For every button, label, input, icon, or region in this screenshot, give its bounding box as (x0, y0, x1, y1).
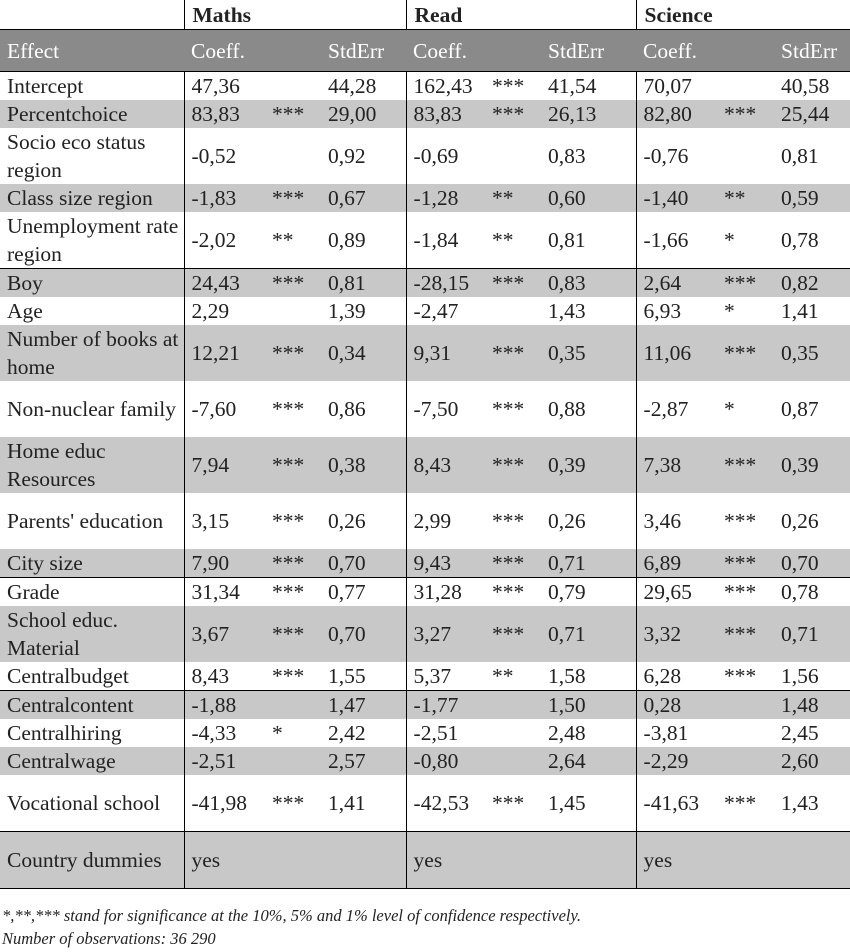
significance-cell: * (724, 299, 735, 323)
coeff-cell: -28,15 (406, 269, 486, 298)
significance-cell: *** (266, 184, 321, 212)
column-header-row (0, 30, 850, 72)
table-row (0, 72, 850, 101)
stderr-cell: 1,48 (774, 691, 850, 720)
stderr-cell: 0,77 (321, 578, 406, 607)
stderr-cell: 2,48 (548, 721, 586, 745)
table-row (0, 493, 850, 549)
coeff-cell: 5,37 (406, 662, 486, 691)
stderr-cell: 2,60 (774, 747, 850, 775)
significance-cell: *** (272, 509, 305, 533)
coeff-cell: 8,43 (184, 662, 266, 691)
significance-cell: *** (266, 437, 321, 493)
significance-cell: *** (492, 74, 525, 98)
stderr-cell: 0,60 (541, 184, 636, 212)
stderr-cell: 1,56 (781, 664, 819, 688)
coeff-cell: 7,90 (184, 549, 266, 578)
table-row (0, 381, 850, 437)
coeff-cell: 2,99 (406, 493, 486, 549)
coeff-header: Coeff. (406, 30, 486, 72)
stderr-cell: 1,41 (781, 299, 819, 323)
significance-cell: * (272, 721, 283, 745)
coeff-cell: 47,36 (184, 72, 266, 101)
coeff-cell: 3,46 (636, 493, 718, 549)
table-row (0, 606, 850, 662)
significance-cell: *** (724, 509, 757, 533)
country-dummies-row (0, 832, 850, 889)
significance-cell: *** (486, 578, 541, 607)
stderr-cell: 0,83 (548, 144, 586, 168)
stderr-cell: 0,92 (328, 144, 366, 168)
significance-cell (266, 297, 321, 325)
coeff-cell: -2,51 (406, 719, 486, 747)
stderr-cell: 0,71 (541, 606, 636, 662)
stderr-cell: 0,38 (321, 437, 406, 493)
significance-cell: *** (718, 325, 774, 381)
coeff-cell: 6,93 (636, 297, 718, 325)
coeff-cell: 0,28 (636, 691, 718, 720)
coeff-cell: 83,83 (406, 100, 486, 128)
table-row (0, 269, 850, 298)
significance-cell (266, 747, 321, 775)
significance-cell: *** (492, 791, 525, 815)
coeff-cell: 8,43 (406, 437, 486, 493)
significance-cell: *** (492, 397, 525, 421)
coeff-cell: 24,43 (184, 269, 266, 298)
stderr-cell: 0,35 (541, 325, 636, 381)
stderr-header: StdErr (774, 30, 850, 72)
significance-cell: *** (486, 100, 541, 128)
stderr-cell: 0,35 (774, 325, 850, 381)
effect-label: Percentchoice (0, 100, 184, 128)
effect-label: Boy (0, 269, 184, 298)
coeff-header: Coeff. (184, 30, 266, 72)
coeff-cell: 82,80 (636, 100, 718, 128)
stderr-cell: 1,39 (328, 299, 366, 323)
stderr-cell: 0,26 (781, 509, 819, 533)
coeff-cell: -0,69 (406, 128, 486, 184)
stderr-cell: 1,50 (541, 691, 636, 720)
stderr-cell: 1,43 (781, 791, 819, 815)
stderr-cell: 1,55 (328, 664, 366, 688)
table-row (0, 184, 850, 212)
coeff-cell: -1,40 (636, 184, 718, 212)
coeff-cell: 29,65 (636, 578, 718, 607)
stderr-cell: 26,13 (541, 100, 636, 128)
stderr-cell: 0,78 (774, 578, 850, 607)
significance-cell: ** (486, 184, 541, 212)
significance-cell: ** (492, 664, 514, 688)
significance-cell: ** (272, 228, 294, 252)
coeff-cell: -2,29 (636, 747, 718, 775)
stderr-cell: 25,44 (774, 100, 850, 128)
coeff-cell: 11,06 (636, 325, 718, 381)
stderr-cell: 2,42 (328, 721, 366, 745)
country-dummies-value: yes (636, 832, 850, 889)
stderr-cell: 0,39 (774, 437, 850, 493)
stderr-cell: 0,81 (321, 269, 406, 298)
stderr-cell: 0,71 (774, 606, 850, 662)
coeff-cell: -7,50 (406, 381, 486, 437)
significance-cell: ** (492, 228, 514, 252)
effect-label: Age (7, 299, 43, 323)
significance-cell: *** (718, 437, 774, 493)
significance-cell: * (724, 397, 735, 421)
coeff-cell: -1,83 (184, 184, 266, 212)
coeff-header: Coeff. (636, 30, 718, 72)
coeff-cell: -3,81 (636, 719, 718, 747)
effect-label: Centralcontent (0, 691, 184, 720)
stderr-cell: 0,59 (774, 184, 850, 212)
stderr-cell: 0,39 (541, 437, 636, 493)
significance-cell (266, 128, 321, 184)
significance-cell: ** (718, 184, 774, 212)
significance-cell: *** (492, 509, 525, 533)
stderr-cell: 0,67 (321, 184, 406, 212)
stderr-cell: 44,28 (328, 74, 377, 98)
coeff-cell: 7,38 (636, 437, 718, 493)
significance-cell (718, 691, 774, 720)
table-row (0, 297, 850, 325)
observations-note: Number of observations: 36 290 (2, 929, 216, 948)
significance-cell: *** (272, 397, 305, 421)
significance-cell (718, 719, 774, 747)
stderr-cell: 0,81 (781, 144, 819, 168)
stderr-cell: 0,70 (321, 549, 406, 578)
significance-cell: *** (272, 664, 305, 688)
stderr-cell: 0,26 (328, 509, 366, 533)
table-row (0, 775, 850, 832)
stderr-cell: 41,54 (548, 74, 597, 98)
country-dummies-value: yes (406, 832, 636, 889)
stderr-cell: 0,86 (328, 397, 366, 421)
coeff-cell: 6,28 (636, 662, 718, 691)
coeff-cell: -1,88 (184, 691, 266, 720)
stderr-cell: 1,45 (548, 791, 586, 815)
stars-header (718, 30, 774, 72)
significance-cell (486, 128, 541, 184)
coeff-cell: 9,31 (406, 325, 486, 381)
table-row (0, 100, 850, 128)
effect-label: Vocational school (7, 791, 161, 815)
table-row (0, 691, 850, 720)
subject-maths: Maths (184, 0, 406, 30)
effect-label: Country dummies (0, 832, 184, 889)
stderr-cell: 0,70 (321, 606, 406, 662)
coeff-cell: -41,63 (636, 775, 718, 832)
coeff-cell: -0,52 (184, 128, 266, 184)
table-row (0, 747, 850, 775)
coeff-cell: 31,34 (184, 578, 266, 607)
significance-cell: *** (486, 437, 541, 493)
effect-label: Parents' education (7, 509, 164, 533)
effect-label: Centralbudget (7, 664, 129, 688)
coeff-cell: -1,66 (636, 212, 718, 269)
significance-cell: *** (486, 325, 541, 381)
significance-cell (486, 691, 541, 720)
coeff-cell: -2,87 (636, 381, 718, 437)
stderr-cell: 1,58 (548, 664, 586, 688)
significance-cell: *** (266, 578, 321, 607)
coeff-cell: -42,53 (406, 775, 486, 832)
stderr-cell: 0,78 (781, 228, 819, 252)
stderr-cell: 1,41 (328, 791, 366, 815)
coeff-cell: 162,43 (406, 72, 486, 101)
coeff-cell: -1,84 (406, 212, 486, 269)
stderr-cell: 1,43 (548, 299, 586, 323)
table-row (0, 437, 850, 493)
coeff-cell: 3,15 (184, 493, 266, 549)
coeff-cell: -2,47 (406, 297, 486, 325)
significance-cell: *** (266, 269, 321, 298)
significance-cell: *** (724, 791, 757, 815)
significance-cell: *** (718, 606, 774, 662)
coeff-cell: 83,83 (184, 100, 266, 128)
coeff-cell: -1,28 (406, 184, 486, 212)
stderr-cell: 40,58 (781, 74, 830, 98)
coeff-cell: -0,80 (406, 747, 486, 775)
coeff-cell: 3,67 (184, 606, 266, 662)
significance-cell (718, 747, 774, 775)
subject-read: Read (406, 0, 636, 30)
coeff-cell: -4,33 (184, 719, 266, 747)
coeff-cell: -41,98 (184, 775, 266, 832)
stderr-cell: 2,57 (321, 747, 406, 775)
effect-header: Effect (0, 30, 184, 72)
significance-cell: *** (272, 791, 305, 815)
coeff-cell: -7,60 (184, 381, 266, 437)
subject-science: Science (636, 0, 850, 30)
coeff-cell: 31,28 (406, 578, 486, 607)
stars-header (266, 30, 321, 72)
table-row (0, 212, 850, 269)
significance-cell: * (724, 228, 735, 252)
significance-cell: *** (486, 269, 541, 298)
corner-cell (0, 0, 184, 30)
stderr-cell: 2,64 (541, 747, 636, 775)
significance-cell: *** (266, 606, 321, 662)
effect-label: City size (0, 549, 184, 578)
coeff-cell: 7,94 (184, 437, 266, 493)
coeff-cell: 9,43 (406, 549, 486, 578)
coeff-cell: 70,07 (636, 72, 718, 101)
significance-cell: *** (486, 549, 541, 578)
significance-cell: *** (718, 100, 774, 128)
coeff-cell: 3,32 (636, 606, 718, 662)
significance-note: *,**,*** stand for significance at the 10%, 5% and 1% level of confidence respectively. (2, 906, 582, 925)
significance-cell: *** (266, 100, 321, 128)
stderr-cell: 0,89 (328, 228, 366, 252)
coeff-cell: -2,51 (184, 747, 266, 775)
effect-label: Socio eco status region (7, 130, 146, 182)
coeff-cell: 2,29 (184, 297, 266, 325)
significance-cell (718, 72, 774, 101)
table-row (0, 578, 850, 607)
effect-label: Number of books at home (0, 325, 184, 381)
table-row (0, 128, 850, 184)
significance-cell (266, 691, 321, 720)
coeff-cell: 3,27 (406, 606, 486, 662)
significance-cell: *** (718, 269, 774, 298)
effect-label: Centralwage (0, 747, 184, 775)
table-row (0, 662, 850, 691)
table-row (0, 325, 850, 381)
effect-label: Grade (0, 578, 184, 607)
stderr-cell: 0,83 (541, 269, 636, 298)
stderr-cell: 2,45 (781, 721, 819, 745)
stderr-cell: 0,71 (541, 549, 636, 578)
stderr-cell: 0,81 (548, 228, 586, 252)
stderr-cell: 29,00 (321, 100, 406, 128)
significance-cell: *** (724, 664, 757, 688)
effect-label: Intercept (7, 74, 84, 98)
significance-cell: *** (718, 578, 774, 607)
stars-header (486, 30, 541, 72)
stderr-header: StdErr (541, 30, 636, 72)
stderr-cell: 0,34 (321, 325, 406, 381)
significance-cell (486, 747, 541, 775)
stderr-cell: 0,87 (781, 397, 819, 421)
significance-cell (486, 297, 541, 325)
table-row (0, 719, 850, 747)
stderr-header: StdErr (321, 30, 406, 72)
coeff-cell: 2,64 (636, 269, 718, 298)
significance-cell: *** (266, 549, 321, 578)
effect-label: Class size region (0, 184, 184, 212)
subject-header-row (0, 0, 850, 30)
coeff-cell: 12,21 (184, 325, 266, 381)
significance-cell: *** (718, 549, 774, 578)
stderr-cell: 0,70 (774, 549, 850, 578)
stderr-cell: 1,47 (321, 691, 406, 720)
table-row (0, 549, 850, 578)
coeff-cell: 6,89 (636, 549, 718, 578)
stderr-cell: 0,88 (548, 397, 586, 421)
coeff-cell: -2,02 (184, 212, 266, 269)
stderr-cell: 0,26 (548, 509, 586, 533)
coeff-cell: -0,76 (636, 128, 718, 184)
significance-cell (266, 72, 321, 101)
significance-cell (486, 719, 541, 747)
coeff-cell: -1,77 (406, 691, 486, 720)
significance-cell: *** (266, 325, 321, 381)
country-dummies-value: yes (184, 832, 406, 889)
effect-label: Non-nuclear family (7, 397, 176, 421)
effect-label: Unemployment rate region (7, 214, 179, 266)
effect-label: Home educ Resources (0, 437, 184, 493)
stderr-cell: 0,82 (774, 269, 850, 298)
significance-cell: *** (486, 606, 541, 662)
table-notes (0, 904, 850, 950)
stderr-cell: 0,79 (541, 578, 636, 607)
effect-label: School educ. Material (0, 606, 184, 662)
effect-label: Centralhiring (7, 721, 122, 745)
significance-cell (718, 128, 774, 184)
